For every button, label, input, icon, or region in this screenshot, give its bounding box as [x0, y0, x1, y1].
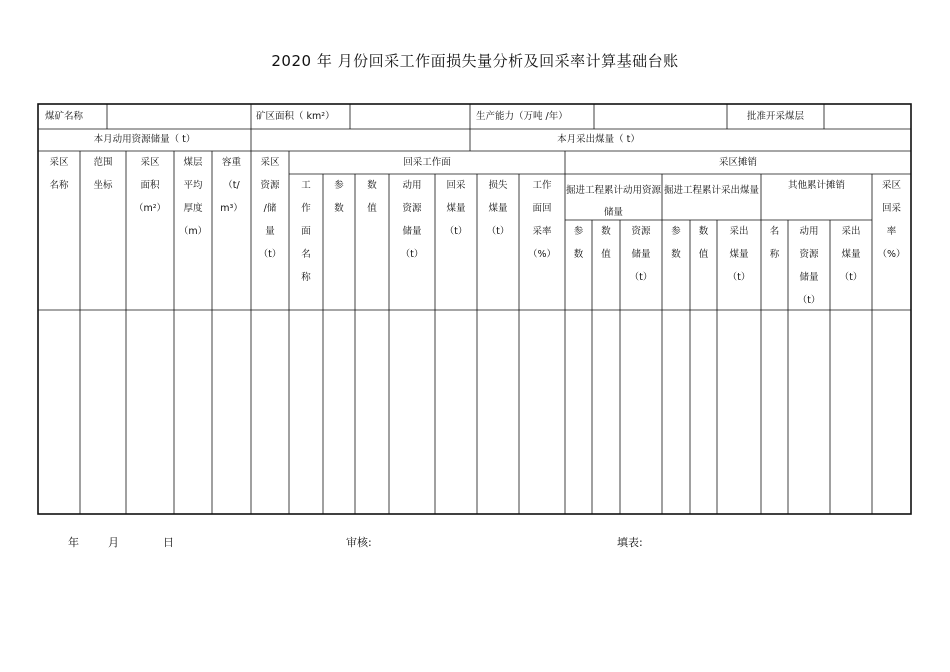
coal-output-label: 本月采出煤量（ t） [557, 134, 640, 145]
column-header-dr-reserves: （t） [629, 272, 653, 283]
footer-month: 月 [108, 536, 119, 549]
column-header-param: 数 [334, 203, 344, 214]
footer-day: 日 [163, 536, 174, 549]
column-header-param: 参 [334, 180, 344, 191]
column-header-value: 数 [367, 180, 377, 191]
column-header-dr-value: 值 [601, 249, 611, 260]
column-header-ot-output: 煤量 [841, 249, 861, 260]
column-header-used-reserves: 资源 [402, 203, 422, 214]
column-header-face-rate: （%） [527, 249, 557, 260]
footer-reviewer: 审核: [346, 536, 372, 549]
production-capacity-label: 生产能力（万吨 /年） [476, 111, 568, 122]
mine-name-label: 煤矿名称 [45, 111, 84, 122]
column-header-mined: 回采 [446, 180, 466, 191]
column-header-area-rate: 采区 [881, 180, 901, 191]
column-header-face-name: 称 [301, 272, 311, 283]
mining-area-label: 矿区面积（ km²） [256, 111, 335, 122]
area-spread-group-header: 采区摊销 [718, 157, 757, 168]
working-face-group-header: 回采工作面 [403, 157, 451, 168]
column-header-do-output: （t） [727, 272, 751, 283]
column-header-density: （t/ [223, 180, 240, 191]
column-header-ot-output: （t） [839, 272, 863, 283]
column-header-dr-reserves: 资源 [631, 226, 651, 237]
column-header-face-name: 名 [301, 249, 311, 260]
column-header-face-rate: 采率 [532, 226, 552, 237]
column-header-density: 容重 [221, 157, 241, 168]
page-title: 2020 年 月份回采工作面损失量分析及回采率计算基础台账 [271, 52, 679, 70]
column-header-resource: （t） [258, 249, 282, 260]
column-header-area-size: 面积 [140, 180, 160, 191]
column-header-ot-reserves: 储量 [799, 272, 819, 283]
column-header-used-reserves: 储量 [402, 226, 422, 237]
column-header-do-param: 数 [671, 249, 681, 260]
column-header-face-name: 作 [301, 203, 311, 214]
footer-year: 年 [68, 536, 79, 549]
column-header-ot-reserves: 资源 [799, 249, 819, 260]
column-header-area-rate: 率 [886, 226, 897, 237]
column-header-ot-reserves: 动用 [799, 226, 819, 237]
column-header-range: 坐标 [93, 180, 113, 191]
dig-reserves-group-header: 掘进工程累计动用资源储量 [565, 185, 661, 218]
column-header-range: 范围 [93, 157, 113, 168]
column-header-thickness: （m） [178, 226, 208, 237]
column-header-thickness: 平均 [183, 180, 203, 191]
column-header-thickness: 厚度 [183, 203, 203, 214]
column-header-used-reserves: （t） [400, 249, 424, 260]
column-header-loss: （t） [486, 226, 510, 237]
column-header-face-rate: 工作 [532, 180, 552, 191]
other-spread-group-header: 其他累计摊销 [787, 180, 845, 191]
column-header-area-size: 采区 [140, 157, 160, 168]
footer-filler: 填表: [617, 536, 643, 549]
column-header-face-name: 面 [301, 226, 311, 237]
column-header-ot-name: 称 [769, 249, 780, 260]
column-header-area-rate: 回采 [881, 203, 901, 214]
column-header-area-rate: （%） [877, 249, 906, 260]
column-header-do-output: 煤量 [729, 249, 749, 260]
column-header-face-name: 工 [301, 180, 311, 191]
column-header-ot-name: 名 [769, 226, 780, 237]
column-header-dr-param: 参 [573, 226, 584, 237]
column-header-thickness: 煤层 [183, 157, 203, 168]
column-header-do-param: 参 [671, 226, 681, 237]
column-header-mined: （t） [444, 226, 468, 237]
column-header-dr-reserves: 储量 [631, 249, 651, 260]
column-header-ot-reserves: （t） [797, 295, 821, 306]
column-header-area-name: 采区 [49, 157, 69, 168]
column-header-dr-value: 数 [601, 226, 611, 237]
column-header-density: m³） [220, 203, 243, 214]
column-header-do-output: 采出 [729, 226, 749, 237]
column-header-loss: 损失 [488, 180, 508, 191]
column-header-mined: 煤量 [446, 203, 466, 214]
column-header-ot-output: 采出 [841, 226, 861, 237]
column-header-do-value: 数 [698, 226, 709, 237]
column-header-resource: 资源 [260, 180, 280, 191]
column-header-resource: /储 [263, 203, 277, 214]
dig-output-group-header: 掘进工程累计采出煤量 [663, 185, 759, 196]
column-header-dr-param: 数 [573, 249, 584, 260]
column-header-loss: 煤量 [488, 203, 508, 214]
column-header-value: 值 [367, 203, 377, 214]
column-header-area-size: （m²） [133, 203, 167, 214]
column-header-face-rate: 面回 [532, 203, 552, 214]
column-header-area-name: 名称 [49, 180, 69, 191]
column-header-resource: 量 [265, 226, 275, 237]
approved-seam-label: 批准开采煤层 [746, 111, 804, 122]
column-header-resource: 采区 [260, 157, 280, 168]
column-header-used-reserves: 动用 [402, 180, 422, 191]
column-header-do-value: 值 [698, 249, 709, 260]
reserves-used-label: 本月动用资源储量（ t） [93, 134, 196, 145]
